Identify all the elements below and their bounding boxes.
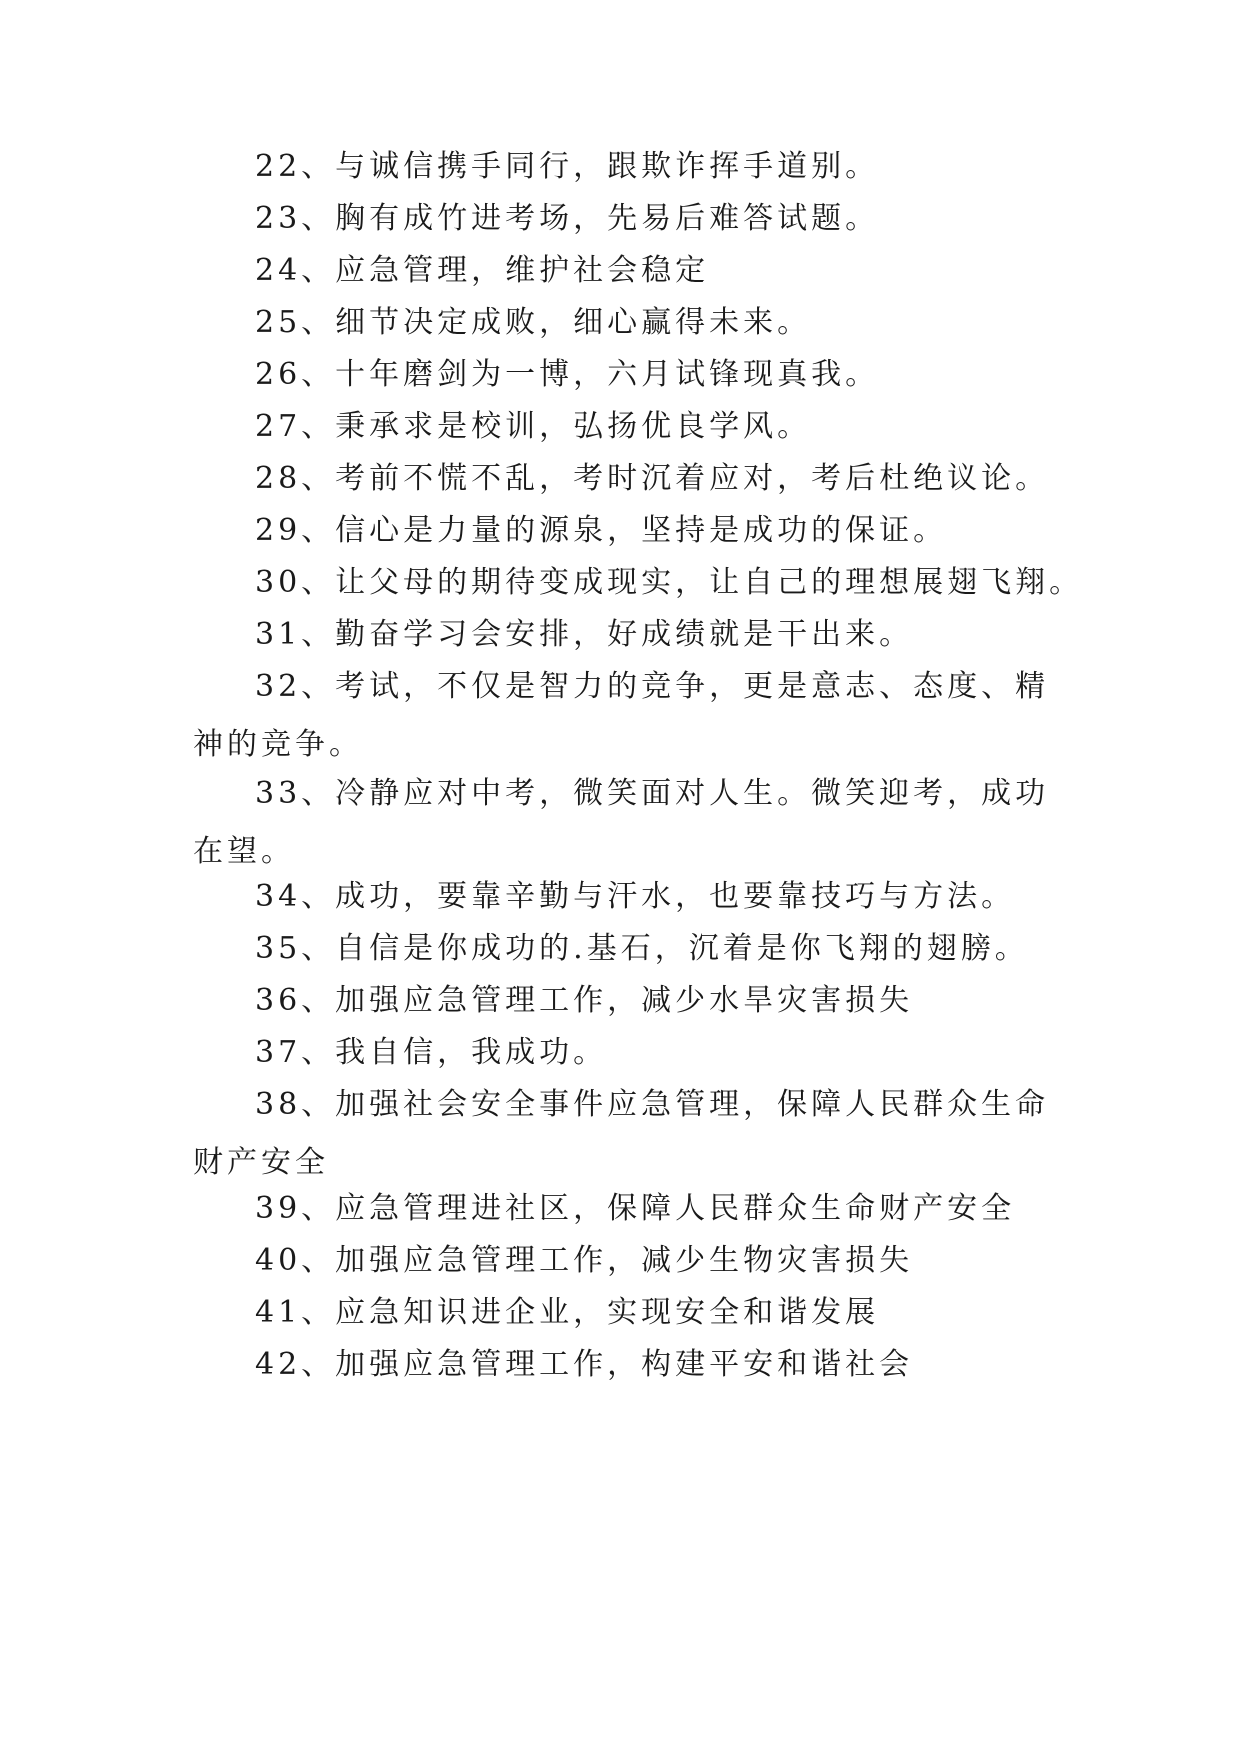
slogan-item-23: 23、胸有成竹进考场，先易后难答试题。 (255, 201, 880, 236)
slogan-item-25: 25、细节决定成败，细心赢得未来。 (255, 305, 812, 340)
slogan-item-27: 27、秉承求是校训，弘扬优良学风。 (255, 409, 812, 444)
slogan-item-31: 31、勤奋学习会安排，好成绩就是干出来。 (255, 617, 914, 652)
slogan-item-40: 40、加强应急管理工作，减少生物灾害损失 (255, 1243, 914, 1278)
slogan-item-26: 26、十年磨剑为一博，六月试锋现真我。 (255, 357, 880, 392)
slogan-item-34: 34、成功，要靠辛勤与汗水，也要靠技巧与方法。 (255, 879, 1016, 914)
slogan-item-37: 37、我自信，我成功。 (255, 1035, 608, 1070)
slogan-item-32: 32、考试，不仅是智力的竞争，更是意志、态度、精神的竞争。 (193, 669, 1050, 762)
slogan-item-22: 22、与诚信携手同行，跟欺诈挥手道别。 (255, 149, 880, 184)
slogan-item-35: 35、自信是你成功的.基石，沉着是你飞翔的翅膀。 (255, 931, 1029, 966)
slogan-item-29: 29、信心是力量的源泉，坚持是成功的保证。 (255, 513, 948, 548)
slogan-item-36: 36、加强应急管理工作，减少水旱灾害损失 (255, 983, 914, 1018)
slogan-item-39: 39、应急管理进社区，保障人民群众生命财产安全 (255, 1191, 1016, 1226)
slogan-item-33: 33、冷静应对中考，微笑面对人生。微笑迎考，成功在望。 (193, 776, 1050, 869)
slogan-item-30: 30、让父母的期待变成现实，让自己的理想展翅飞翔。 (255, 565, 1084, 600)
slogan-item-38: 38、加强社会安全事件应急管理，保障人民群众生命财产安全 (193, 1087, 1050, 1180)
slogan-item-42: 42、加强应急管理工作，构建平安和谐社会 (255, 1347, 914, 1382)
slogan-item-28: 28、考前不慌不乱，考时沉着应对，考后杜绝议论。 (255, 461, 1050, 496)
slogan-item-24: 24、应急管理，维护社会稳定 (255, 253, 710, 288)
slogan-item-41: 41、应急知识进企业，实现安全和谐发展 (255, 1295, 880, 1330)
